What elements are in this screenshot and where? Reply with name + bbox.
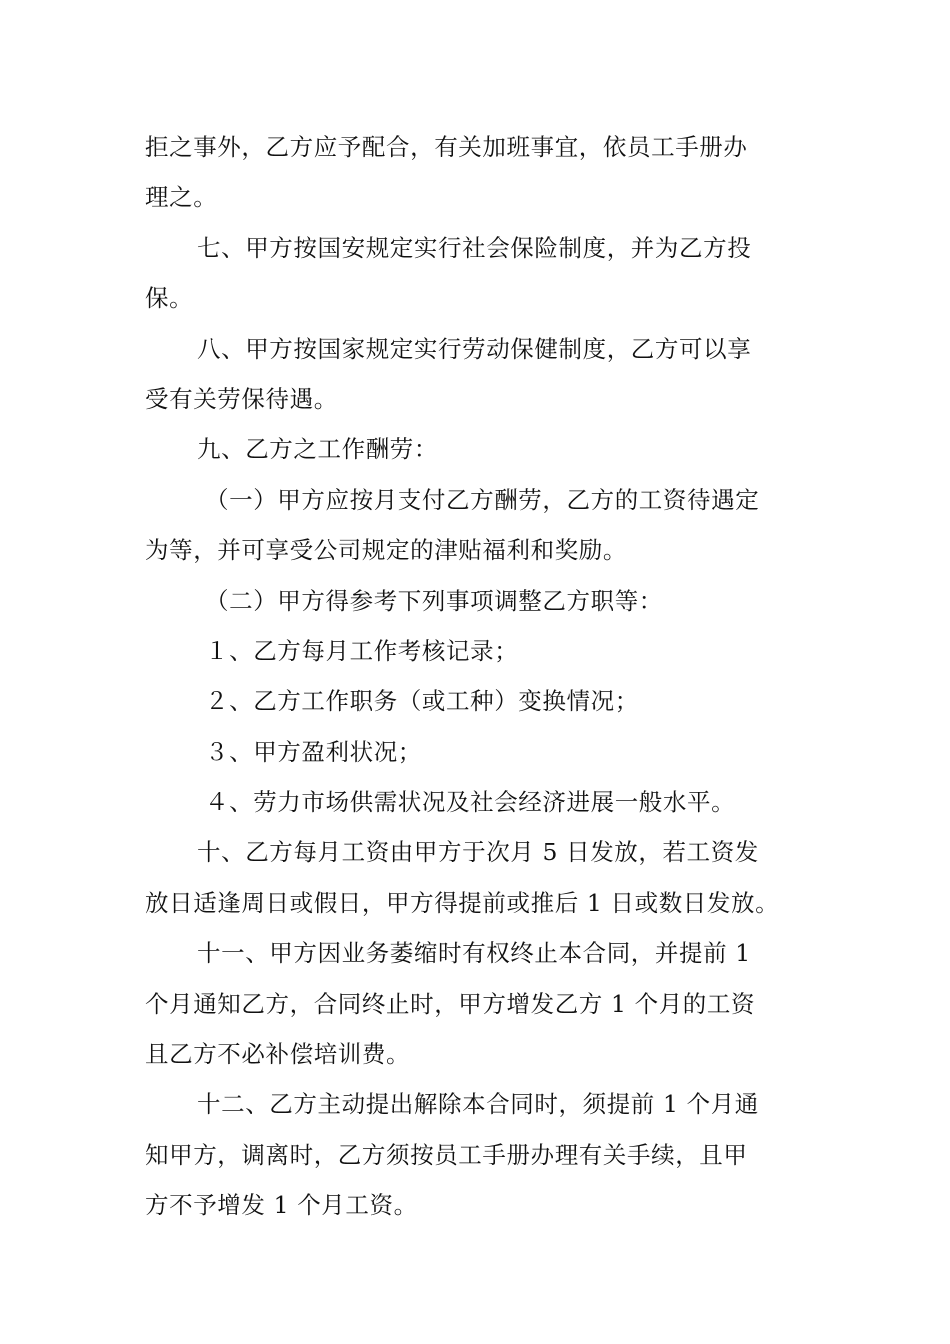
text-line: 为等，并可享受公司规定的津贴福利和奖励。 xyxy=(145,536,627,565)
text-line: 且乙方不必补偿培训费。 xyxy=(145,1040,411,1069)
text-line: 受有关劳保待遇。 xyxy=(145,384,338,413)
list-item: ４、劳力市场供需状况及社会经济进展一般水平。 xyxy=(205,788,736,817)
clause-eleven: 十一、甲方因业务萎缩时有权终止本合同，并提前 1 xyxy=(197,939,751,968)
sub-clause-two: （二）甲方得参考下列事项调整乙方职等： xyxy=(205,586,663,615)
clause-eight: 八、甲方按国家规定实行劳动保健制度，乙方可以享 xyxy=(197,334,752,363)
clause-ten: 十、乙方每月工资由甲方于次月 5 日发放，若工资发 xyxy=(197,838,759,867)
sub-clause-one: （一）甲方应按月支付乙方酬劳，乙方的工资待遇定 xyxy=(205,485,760,514)
text-line: 放日适逢周日或假日，甲方得提前或推后 1 日或数日发放。 xyxy=(145,888,780,917)
list-item: １、乙方每月工作考核记录； xyxy=(205,636,519,665)
text-line: 知甲方，调离时，乙方须按员工手册办理有关手续，且甲 xyxy=(145,1140,748,1169)
text-line: 方不予增发 1 个月工资。 xyxy=(145,1191,418,1220)
list-item: ２、乙方工作职务（或工种）变换情况； xyxy=(205,687,639,716)
list-item: ３、甲方盈利状况； xyxy=(205,737,422,766)
text-line: 理之。 xyxy=(145,183,218,212)
clause-twelve: 十二、乙方主动提出解除本合同时，须提前 1 个月通 xyxy=(197,1090,759,1119)
text-line: 拒之事外，乙方应予配合，有关加班事宜，依员工手册办 xyxy=(145,133,748,161)
clause-seven: 七、甲方按国安规定实行社会保险制度，并为乙方投 xyxy=(197,233,752,262)
contract-body xyxy=(145,122,810,1231)
clause-nine: 九、乙方之工作酬劳： xyxy=(197,435,438,464)
text-line: 个月通知乙方，合同终止时，甲方增发乙方 1 个月的工资 xyxy=(145,989,756,1018)
text-line: 保。 xyxy=(145,284,194,313)
